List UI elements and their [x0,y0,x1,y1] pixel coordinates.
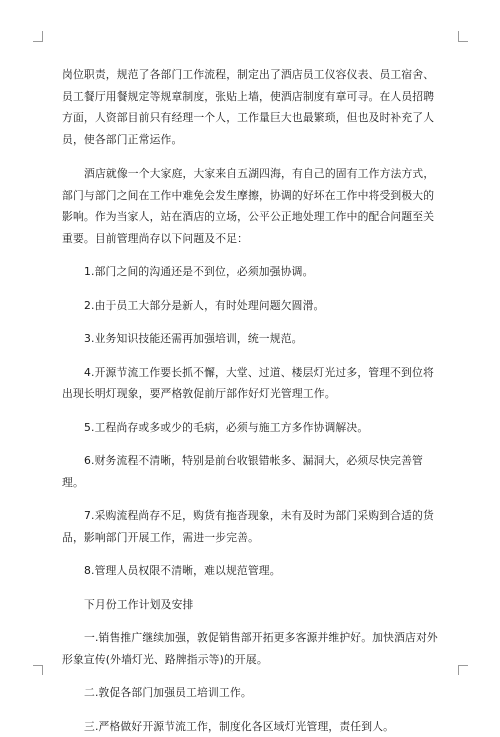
crop-mark-top-right [458,41,468,42]
crop-mark-top-right [458,31,459,41]
paragraph-1: 岗位职责，规范了各部门工作流程，制定出了酒店员工仪容仪表、员工宿舍、员工餐厅用餐规定等规章制度，张贴上墙，使酒店制度有章可寻。在人员招聘方面，人资部目前只有经理一个人，工作量巨大也最繁琐，但也及时补充了人员，使各部门正常运作。 [62,64,442,150]
crop-mark-top-left [42,31,43,41]
crop-mark-bottom-left [42,665,43,675]
body-text [62,64,442,737]
crop-mark-bottom-right [458,665,459,675]
plan-item-3: 三.严格做好开源节流工作，制度化各区域灯光管理，责任到人。 [62,716,442,737]
list-item-8: 8.管理人员权限不清晰，难以规范管理。 [62,560,442,582]
list-item-4: 4.开源节流工作要长抓不懈，大堂、过道、楼层灯光过多，管理不到位将出现长明灯现象，要严格敦促前厅部作好灯光管理工作。 [62,362,442,405]
crop-mark-top-left [33,41,43,42]
list-item-3: 3.业务知识技能还需再加强培训，统一规范。 [62,328,442,350]
crop-mark-bottom-right [458,665,468,666]
list-item-1: 1.部门之间的沟通还是不到位，必须加强协调。 [62,261,442,283]
paragraph-2: 酒店就像一个大家庭，大家来自五湖四海，有自己的固有工作方法方式，部门与部门之间在工作中难免会发生摩擦，协调的好坏在工作中将受到极大的影响。作为当家人，站在酒店的立场，公平公正地处理工作中的配合问题至关重要。目前管理尚存以下问题及不足： [62,163,442,249]
list-item-7: 7.采购流程尚存不足，购货有拖沓现象，未有及时为部门采购到合适的货品，影响部门开展工作，需进一步完善。 [62,505,442,548]
list-item-5: 5.工程尚存或多或少的毛病，必须与施工方多作协调解决。 [62,417,442,439]
list-item-2: 2.由于员工大部分是新人，有时处理问题欠圆滑。 [62,295,442,317]
plan-item-1: 一.销售推广继续加强，敦促销售部开拓更多客源并维护好。加快酒店对外形象宣传(外墙灯光、路牌指示等)的开展。 [62,627,442,670]
list-item-6: 6.财务流程不清晰，特别是前台收银错帐多、漏洞大，必须尽快完善管理。 [62,450,442,493]
section-heading: 下月份工作计划及安排 [62,594,442,616]
plan-item-2: 二.敦促各部门加强员工培训工作。 [62,682,442,704]
